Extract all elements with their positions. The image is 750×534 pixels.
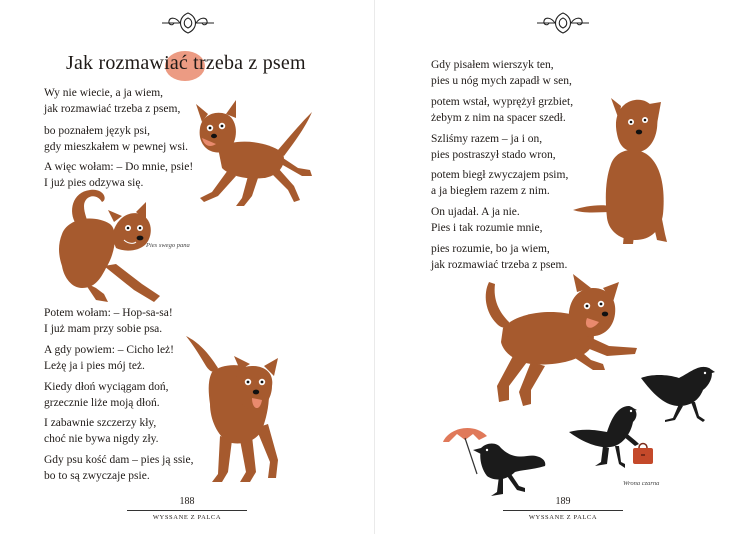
stanza: Wy nie wiecie, a ja wiem, jak rozmawiać trzeba z psem, <box>44 87 181 115</box>
running-footer: WYSSANE Z PALCA <box>528 514 598 521</box>
dog-sitting-icon <box>571 94 689 250</box>
right-page <box>375 0 750 534</box>
folio-rule <box>503 510 623 511</box>
illustrator-signature: Wrona czarna <box>623 480 660 487</box>
illustrator-signature: Pies swego pana <box>146 242 190 249</box>
stanza: A gdy powiem: – Cicho leż! Leżę ja i pies mój też. <box>44 344 174 372</box>
dog-standing-icon <box>180 332 298 492</box>
page-number: 189 <box>555 496 571 507</box>
stanza: potem wstał, wyprężył grzbiet, żebym z nim na spacer szedł. <box>431 96 574 124</box>
running-footer: WYSSANE Z PALCA <box>152 514 222 521</box>
stanza: potem biegł zwyczajem psim, a ja biegłem razem z nim. <box>431 169 569 197</box>
folio-right <box>503 496 623 521</box>
crow-with-umbrella-icon <box>441 424 551 500</box>
stanza: A więc wołam: – Do mnie, psie! I już pies odzywa się. <box>44 161 194 189</box>
folio-rule <box>127 510 247 511</box>
stanza: I zabawnie szczerzy kły, choć nie bywa nigdy zły. <box>44 417 159 445</box>
poem-title: Jak rozmawiać trzeba z psem <box>66 52 306 74</box>
stanza: bo poznałem język psi, gdy mieszkałem w pewnej wsi. <box>44 125 189 153</box>
dog-running-icon <box>178 98 318 210</box>
crow-with-suitcase-icon <box>567 402 657 472</box>
stanza: On ujadał. A ja nie. Pies i tak rozumie mnie, <box>431 206 543 234</box>
stanza: Szliśmy razem – ja i on, pies postraszył stado wron, <box>431 133 556 161</box>
flourish-ornament-icon <box>160 9 216 37</box>
stanza: Potem wołam: – Hop-sa-sa! I już mam przy sobie psa. <box>44 307 173 335</box>
stanza: Kiedy dłoń wyciągam doń, grzecznie liże moją dłoń. <box>44 381 169 409</box>
stanza: Gdy pisałem wierszyk ten, pies u nóg mych zapadł w sen, <box>431 59 572 87</box>
page-number: 188 <box>179 496 195 507</box>
stanza: pies rozumie, bo ja wiem, jak rozmawiać trzeba z psem. <box>431 243 568 271</box>
dog-leaping-icon <box>469 268 639 412</box>
stanza: Gdy psu kość dam – pies ją ssie, bo to są zwyczaje psie. <box>44 454 194 482</box>
folio-left <box>127 496 247 521</box>
flourish-ornament-icon <box>535 9 591 37</box>
